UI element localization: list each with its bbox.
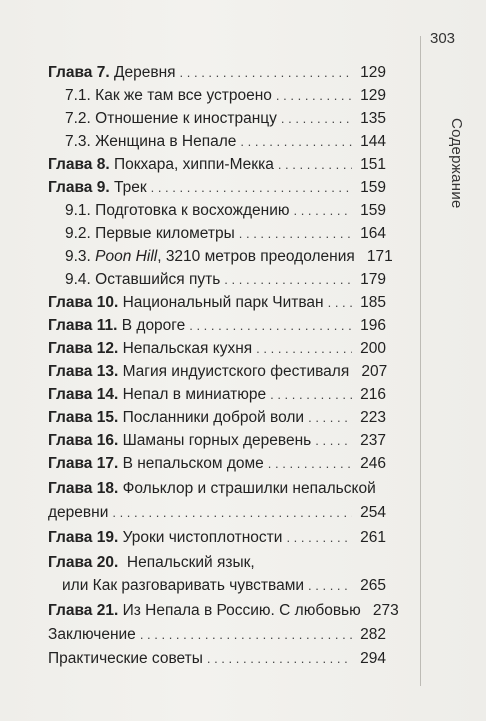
dot-leader: [315, 430, 352, 452]
toc-entry-chapter-17[interactable]: [48, 453, 386, 475]
dot-leader: [256, 338, 352, 360]
toc-title: Непальский язык,: [126, 554, 255, 571]
toc-entry-chapter-20-line1[interactable]: [48, 552, 255, 574]
dot-leader: [140, 624, 352, 646]
toc-page: 294: [360, 650, 386, 667]
toc-entry-9-4[interactable]: [65, 269, 386, 291]
toc-title: Подготовка к восхождению: [95, 202, 290, 219]
dot-leader: [308, 407, 352, 429]
toc-entry-chapter-19[interactable]: [48, 527, 386, 549]
toc-title: Как же там все устроено: [95, 87, 272, 104]
toc-page: 282: [360, 626, 386, 643]
toc-title-italic: Poon Hill: [95, 248, 158, 265]
dot-leader: [239, 223, 352, 245]
toc-page: 265: [360, 577, 386, 594]
toc-page: 261: [360, 529, 386, 546]
dot-leader: [276, 85, 352, 107]
toc-entry-7-1[interactable]: [65, 85, 386, 107]
toc-title: Первые километры: [95, 225, 235, 242]
toc-title: Деревня: [113, 64, 176, 81]
toc-title: В непальском доме: [122, 455, 264, 472]
dot-leader: [189, 315, 352, 337]
toc-entry-chapter-20-line2[interactable]: [62, 575, 386, 597]
toc-title: Магия индуистского фестиваля: [122, 363, 350, 380]
toc-label: Глава 15.: [48, 409, 119, 426]
toc-label: Глава 12.: [48, 340, 119, 357]
dot-leader: [207, 648, 352, 670]
toc-page: 246: [360, 455, 386, 472]
toc-page: 200: [360, 340, 386, 357]
toc-entry-9-3[interactable]: [65, 246, 393, 268]
toc-label: 7.3.: [65, 133, 91, 150]
toc-page: 179: [360, 271, 386, 288]
toc-page: 159: [360, 179, 386, 196]
toc-page: 196: [360, 317, 386, 334]
toc-title: Заключение: [48, 626, 136, 643]
toc-title: Покхара, хиппи-Мекка: [113, 156, 274, 173]
toc-label: Глава 18.: [48, 480, 119, 497]
toc-label: 9.4.: [65, 271, 91, 288]
toc-entry-chapter-8[interactable]: [48, 154, 386, 176]
toc-title: Фольклор и страшилки непальской: [122, 480, 376, 497]
toc-page: 135: [360, 110, 386, 127]
toc-page: 254: [360, 504, 386, 521]
toc-title: Непальская кухня: [122, 340, 253, 357]
toc-label: Глава 11.: [48, 317, 118, 334]
toc-title-line2: деревни: [48, 504, 109, 521]
toc-page: 151: [360, 156, 386, 173]
toc-label: Глава 9.: [48, 179, 110, 196]
toc-label: 9.1.: [65, 202, 91, 219]
dot-leader: [281, 108, 352, 130]
toc-page: 129: [360, 64, 386, 81]
toc-page: 207: [361, 363, 388, 380]
toc-entry-chapter-9[interactable]: [48, 177, 386, 199]
toc-page: 216: [360, 386, 386, 403]
toc-page: 273: [372, 602, 399, 619]
toc-label: Глава 8.: [48, 156, 110, 173]
toc-page: 237: [360, 432, 386, 449]
toc-title: Трек: [113, 179, 147, 196]
toc-page: 129: [360, 87, 386, 104]
toc-entry-9-2[interactable]: [65, 223, 386, 245]
toc-entry-9-1[interactable]: [65, 200, 386, 222]
toc-page: 144: [360, 133, 386, 150]
dot-leader: [293, 200, 352, 222]
dot-leader: [240, 131, 352, 153]
toc-page: 164: [360, 225, 386, 242]
toc-entry-chapter-21[interactable]: [48, 600, 399, 622]
dot-leader: [278, 154, 352, 176]
toc-title: , 3210 метров преодоления: [157, 248, 355, 265]
toc-title: Отношение к иностранцу: [95, 110, 277, 127]
toc-label: Глава 10.: [48, 294, 119, 311]
dot-leader: [151, 177, 352, 199]
toc-title: Шаманы горных деревень: [122, 432, 312, 449]
toc-title: Оставшийся путь: [95, 271, 221, 288]
dot-leader: [328, 292, 352, 314]
page-number: 303: [430, 30, 456, 47]
toc-page: 185: [360, 294, 386, 311]
toc-entry-chapter-12[interactable]: [48, 338, 386, 360]
toc-title: Национальный парк Читван: [122, 294, 324, 311]
toc-entry-chapter-11[interactable]: [48, 315, 386, 337]
toc-label: 7.2.: [65, 110, 91, 127]
dot-leader: [112, 502, 352, 524]
dot-leader: [270, 384, 352, 406]
dot-leader: [286, 527, 352, 549]
toc-page: 171: [366, 248, 393, 265]
toc-entry-chapter-10[interactable]: [48, 292, 386, 314]
toc-entry-chapter-16[interactable]: [48, 430, 386, 452]
toc-label: Глава 7.: [48, 64, 110, 81]
toc-label: 9.2.: [65, 225, 91, 242]
toc-entry-7-2[interactable]: [65, 108, 386, 130]
running-head: Содержание: [448, 118, 465, 209]
toc-title-line2: или Как разговаривать чувствами: [62, 577, 305, 594]
toc-title: Посланники доброй воли: [122, 409, 305, 426]
toc-page: 223: [360, 409, 386, 426]
toc-title: В дороге: [121, 317, 186, 334]
toc-label: Глава 13.: [48, 363, 119, 380]
toc-entry-chapter-18-line2[interactable]: [48, 502, 386, 524]
dot-leader: [180, 62, 352, 84]
toc-entry-chapter-14[interactable]: [48, 384, 386, 406]
toc-title: Практические советы: [48, 650, 203, 667]
toc-title: Непал в миниатюре: [122, 386, 267, 403]
toc-label: 9.3.: [65, 248, 91, 265]
toc-title: Уроки чистоплотности: [122, 529, 283, 546]
toc-label: Глава 16.: [48, 432, 119, 449]
toc-label: Глава 19.: [48, 529, 119, 546]
toc-entry-7-3[interactable]: [65, 131, 386, 153]
toc-title: Из Непала в Россию. С любовью: [122, 602, 361, 619]
toc-entry-chapter-18-line1[interactable]: [48, 478, 376, 500]
toc-label: Глава 20.: [48, 554, 119, 571]
dot-leader: [268, 453, 352, 475]
toc-entry-practical-tips[interactable]: [48, 648, 386, 670]
dot-leader: [224, 269, 352, 291]
toc-entry-chapter-13[interactable]: [48, 361, 386, 383]
toc-label: Глава 17.: [48, 455, 119, 472]
toc-entry-chapter-15[interactable]: [48, 407, 386, 429]
toc-entry-conclusion[interactable]: [48, 624, 386, 646]
toc-page: 159: [360, 202, 386, 219]
toc-label: Глава 14.: [48, 386, 119, 403]
toc-entry-chapter-7[interactable]: [48, 62, 386, 84]
toc-label: 7.1.: [65, 87, 91, 104]
dot-leader: [308, 575, 352, 597]
toc-title: Женщина в Непале: [95, 133, 237, 150]
toc-label: Глава 21.: [48, 602, 119, 619]
